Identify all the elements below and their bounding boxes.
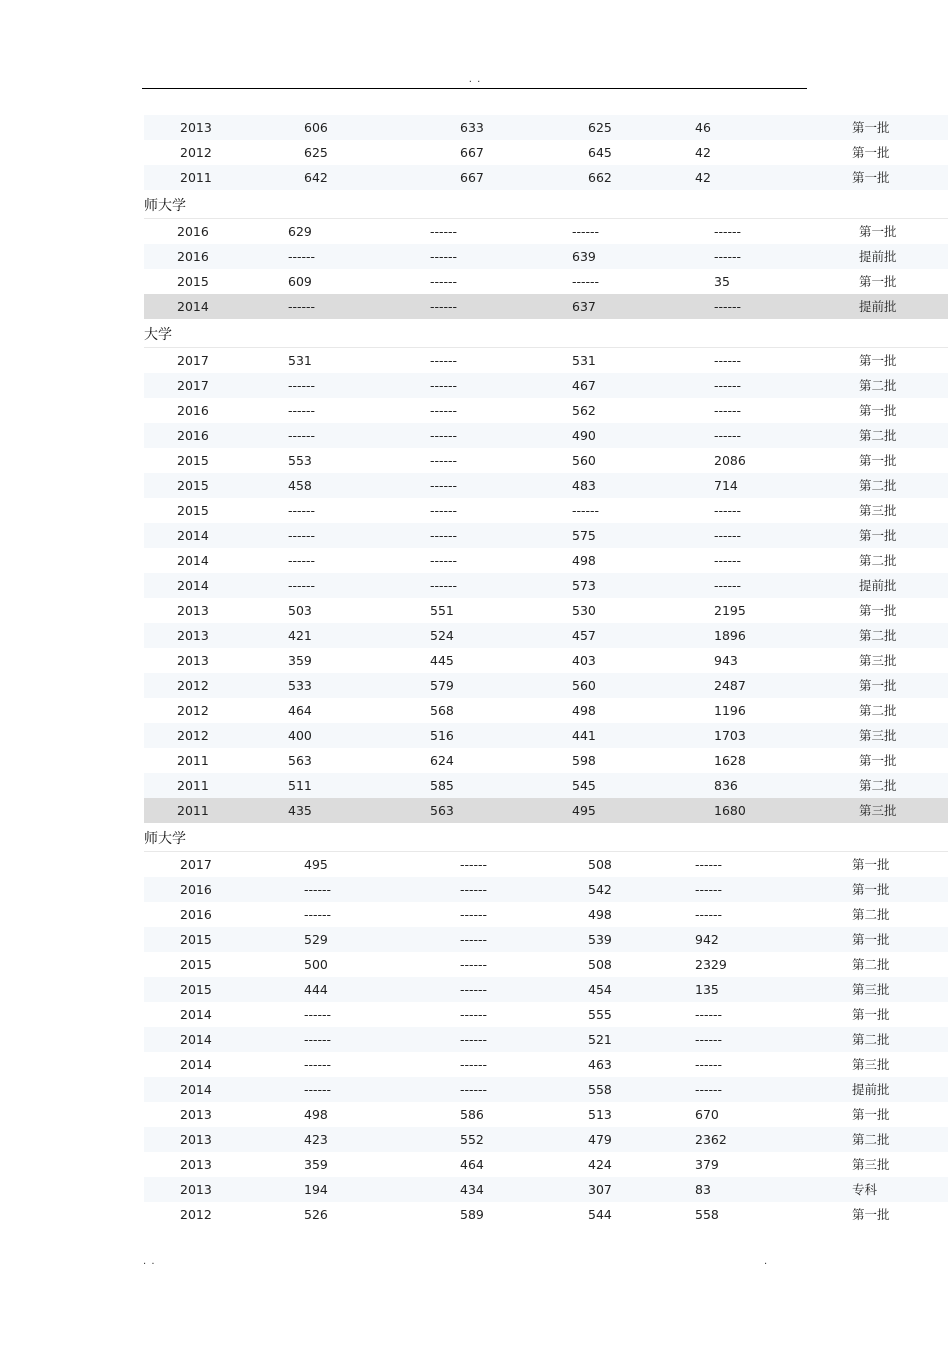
max-score-cell: 585: [430, 778, 454, 793]
table-row: [144, 852, 948, 877]
rank-cell: 1703: [714, 728, 746, 743]
batch-cell: 第二批: [859, 628, 897, 643]
max-score-cell: 434: [460, 1182, 484, 1197]
max-score-cell: 633: [460, 120, 484, 135]
header-rule: [142, 88, 807, 89]
batch-cell: 第三批: [852, 1057, 890, 1072]
section-title: 大学: [144, 319, 948, 348]
year-cell: 2013: [177, 628, 209, 643]
batch-cell: 第一批: [859, 224, 897, 239]
max-score-cell: 579: [430, 678, 454, 693]
table-row: [144, 294, 948, 319]
batch-cell: 第一批: [852, 170, 890, 185]
table-section: [144, 190, 948, 319]
year-cell: 2014: [180, 1032, 212, 1047]
table-row: [144, 373, 948, 398]
min-score-cell: 553: [288, 453, 312, 468]
table-row: [144, 219, 948, 244]
year-cell: 2014: [177, 553, 209, 568]
rank-cell: 379: [695, 1157, 719, 1172]
batch-cell: 第三批: [852, 982, 890, 997]
min-score-cell: 444: [304, 982, 328, 997]
rank-cell: 42: [695, 145, 711, 160]
avg-score-cell: 598: [572, 753, 596, 768]
footer-left-marks: . .: [143, 1256, 156, 1267]
year-cell: 2016: [177, 428, 209, 443]
min-score-cell: 400: [288, 728, 312, 743]
year-cell: 2014: [180, 1082, 212, 1097]
year-cell: 2017: [177, 378, 209, 393]
table-row: [144, 927, 948, 952]
year-cell: 2014: [180, 1007, 212, 1022]
max-score-cell: ------: [430, 353, 458, 368]
batch-cell: 第一批: [852, 857, 890, 872]
year-cell: 2017: [177, 353, 209, 368]
year-cell: 2011: [177, 778, 209, 793]
rank-cell: ------: [695, 907, 723, 922]
min-score-cell: 531: [288, 353, 312, 368]
table-row: [144, 877, 948, 902]
batch-cell: 第二批: [852, 1032, 890, 1047]
table-row: [144, 1002, 948, 1027]
min-score-cell: 495: [304, 857, 328, 872]
year-cell: 2012: [180, 145, 212, 160]
rank-cell: ------: [714, 578, 742, 593]
rank-cell: 2329: [695, 957, 727, 972]
batch-cell: 第二批: [859, 553, 897, 568]
batch-cell: 第一批: [859, 603, 897, 618]
batch-cell: 提前批: [859, 578, 897, 593]
year-cell: 2016: [180, 907, 212, 922]
min-score-cell: 533: [288, 678, 312, 693]
avg-score-cell: 560: [572, 678, 596, 693]
avg-score-cell: 467: [572, 378, 596, 393]
year-cell: 2015: [177, 453, 209, 468]
table-row: [144, 244, 948, 269]
max-score-cell: ------: [430, 224, 458, 239]
min-score-cell: ------: [304, 882, 332, 897]
year-cell: 2015: [177, 274, 209, 289]
table-row: [144, 952, 948, 977]
table-row: [144, 673, 948, 698]
min-score-cell: 629: [288, 224, 312, 239]
batch-cell: 第二批: [852, 957, 890, 972]
batch-cell: 第二批: [852, 907, 890, 922]
table-row: [144, 115, 948, 140]
min-score-cell: 194: [304, 1182, 328, 1197]
min-score-cell: ------: [288, 553, 316, 568]
footer-right-marks: .: [764, 1256, 768, 1267]
avg-score-cell: 424: [588, 1157, 612, 1172]
year-cell: 2012: [177, 678, 209, 693]
score-table: [144, 115, 948, 1227]
batch-cell: 第一批: [852, 1107, 890, 1122]
year-cell: 2012: [180, 1207, 212, 1222]
rank-cell: ------: [695, 1032, 723, 1047]
avg-score-cell: 495: [572, 803, 596, 818]
max-score-cell: ------: [430, 453, 458, 468]
min-score-cell: 609: [288, 274, 312, 289]
table-row: [144, 348, 948, 373]
batch-cell: 第一批: [852, 145, 890, 160]
table-row: [144, 498, 948, 523]
table-row: [144, 1202, 948, 1227]
table-row: [144, 623, 948, 648]
batch-cell: 专科: [852, 1182, 878, 1197]
rank-cell: ------: [714, 224, 742, 239]
table-section: [144, 319, 948, 823]
min-score-cell: 435: [288, 803, 312, 818]
page-header-marks: . .: [468, 74, 482, 85]
batch-cell: 第三批: [859, 803, 897, 818]
table-row: [144, 1027, 948, 1052]
table-row: [144, 648, 948, 673]
year-cell: 2013: [177, 653, 209, 668]
rank-cell: ------: [695, 1007, 723, 1022]
table-section: [144, 115, 948, 190]
max-score-cell: 445: [430, 653, 454, 668]
table-row: [144, 1052, 948, 1077]
year-cell: 2013: [180, 120, 212, 135]
max-score-cell: 563: [430, 803, 454, 818]
avg-score-cell: 542: [588, 882, 612, 897]
batch-cell: 第三批: [859, 728, 897, 743]
max-score-cell: 589: [460, 1207, 484, 1222]
table-row: [144, 723, 948, 748]
rank-cell: 2086: [714, 453, 746, 468]
max-score-cell: ------: [430, 503, 458, 518]
batch-cell: 提前批: [859, 299, 897, 314]
table-row: [144, 1102, 948, 1127]
table-row: [144, 523, 948, 548]
batch-cell: 第三批: [859, 503, 897, 518]
batch-cell: 第二批: [859, 778, 897, 793]
batch-cell: 第一批: [852, 932, 890, 947]
avg-score-cell: ------: [572, 503, 600, 518]
rank-cell: 943: [714, 653, 738, 668]
rank-cell: ------: [695, 1082, 723, 1097]
table-row: [144, 902, 948, 927]
avg-score-cell: 498: [588, 907, 612, 922]
min-score-cell: ------: [304, 1007, 332, 1022]
avg-score-cell: 637: [572, 299, 596, 314]
table-row: [144, 977, 948, 1002]
max-score-cell: ------: [460, 1057, 488, 1072]
min-score-cell: ------: [288, 578, 316, 593]
year-cell: 2013: [180, 1107, 212, 1122]
table-section: [144, 823, 948, 1227]
batch-cell: 第一批: [859, 528, 897, 543]
year-cell: 2013: [177, 603, 209, 618]
year-cell: 2014: [177, 578, 209, 593]
avg-score-cell: 454: [588, 982, 612, 997]
table-row: [144, 423, 948, 448]
section-title: 师大学: [144, 190, 948, 219]
table-row: [144, 798, 948, 823]
rank-cell: 42: [695, 170, 711, 185]
avg-score-cell: 625: [588, 120, 612, 135]
year-cell: 2014: [180, 1057, 212, 1072]
table-row: [144, 1152, 948, 1177]
year-cell: 2013: [180, 1182, 212, 1197]
min-score-cell: 359: [304, 1157, 328, 1172]
table-row: [144, 1127, 948, 1152]
batch-cell: 第一批: [852, 120, 890, 135]
rank-cell: ------: [695, 1057, 723, 1072]
avg-score-cell: 479: [588, 1132, 612, 1147]
rank-cell: 2487: [714, 678, 746, 693]
rank-cell: ------: [714, 353, 742, 368]
max-score-cell: 568: [430, 703, 454, 718]
min-score-cell: 500: [304, 957, 328, 972]
max-score-cell: ------: [460, 907, 488, 922]
table-row: [144, 698, 948, 723]
rank-cell: 2362: [695, 1132, 727, 1147]
rank-cell: ------: [695, 882, 723, 897]
min-score-cell: ------: [288, 503, 316, 518]
min-score-cell: ------: [288, 528, 316, 543]
rank-cell: ------: [714, 249, 742, 264]
max-score-cell: ------: [460, 1032, 488, 1047]
max-score-cell: 667: [460, 170, 484, 185]
avg-score-cell: 457: [572, 628, 596, 643]
max-score-cell: 524: [430, 628, 454, 643]
rank-cell: ------: [714, 503, 742, 518]
batch-cell: 第一批: [859, 453, 897, 468]
batch-cell: 第一批: [859, 678, 897, 693]
year-cell: 2015: [180, 957, 212, 972]
max-score-cell: ------: [460, 1007, 488, 1022]
avg-score-cell: 555: [588, 1007, 612, 1022]
avg-score-cell: 463: [588, 1057, 612, 1072]
rank-cell: 46: [695, 120, 711, 135]
min-score-cell: ------: [288, 299, 316, 314]
rank-cell: 714: [714, 478, 738, 493]
min-score-cell: 464: [288, 703, 312, 718]
table-row: [144, 573, 948, 598]
rank-cell: ------: [714, 428, 742, 443]
rank-cell: 1196: [714, 703, 746, 718]
avg-score-cell: 530: [572, 603, 596, 618]
min-score-cell: 625: [304, 145, 328, 160]
rank-cell: 942: [695, 932, 719, 947]
min-score-cell: 563: [288, 753, 312, 768]
rank-cell: 1680: [714, 803, 746, 818]
max-score-cell: ------: [460, 882, 488, 897]
max-score-cell: ------: [430, 428, 458, 443]
batch-cell: 提前批: [852, 1082, 890, 1097]
year-cell: 2017: [180, 857, 212, 872]
avg-score-cell: 575: [572, 528, 596, 543]
avg-score-cell: 544: [588, 1207, 612, 1222]
min-score-cell: 503: [288, 603, 312, 618]
batch-cell: 第一批: [852, 882, 890, 897]
batch-cell: 第一批: [859, 274, 897, 289]
table-row: [144, 473, 948, 498]
batch-cell: 第一批: [852, 1007, 890, 1022]
avg-score-cell: 307: [588, 1182, 612, 1197]
year-cell: 2014: [177, 528, 209, 543]
rank-cell: 670: [695, 1107, 719, 1122]
max-score-cell: 464: [460, 1157, 484, 1172]
min-score-cell: 423: [304, 1132, 328, 1147]
avg-score-cell: 562: [572, 403, 596, 418]
max-score-cell: ------: [430, 378, 458, 393]
year-cell: 2015: [177, 478, 209, 493]
avg-score-cell: ------: [572, 224, 600, 239]
table-row: [144, 598, 948, 623]
max-score-cell: 551: [430, 603, 454, 618]
year-cell: 2011: [177, 803, 209, 818]
min-score-cell: ------: [288, 428, 316, 443]
year-cell: 2015: [180, 932, 212, 947]
year-cell: 2011: [180, 170, 212, 185]
rank-cell: ------: [714, 378, 742, 393]
rank-cell: 2195: [714, 603, 746, 618]
batch-cell: 第一批: [859, 753, 897, 768]
table-row: [144, 165, 948, 190]
table-row: [144, 1177, 948, 1202]
min-score-cell: ------: [288, 403, 316, 418]
rank-cell: 83: [695, 1182, 711, 1197]
max-score-cell: 586: [460, 1107, 484, 1122]
rank-cell: 1896: [714, 628, 746, 643]
year-cell: 2016: [177, 403, 209, 418]
batch-cell: 第二批: [859, 378, 897, 393]
max-score-cell: ------: [430, 299, 458, 314]
rank-cell: 558: [695, 1207, 719, 1222]
max-score-cell: ------: [430, 249, 458, 264]
min-score-cell: ------: [288, 249, 316, 264]
rank-cell: 135: [695, 982, 719, 997]
avg-score-cell: 508: [588, 957, 612, 972]
max-score-cell: ------: [460, 1082, 488, 1097]
rank-cell: 836: [714, 778, 738, 793]
year-cell: 2011: [177, 753, 209, 768]
batch-cell: 第三批: [859, 653, 897, 668]
rank-cell: 35: [714, 274, 730, 289]
max-score-cell: ------: [430, 553, 458, 568]
year-cell: 2016: [177, 249, 209, 264]
table-row: [144, 448, 948, 473]
min-score-cell: 642: [304, 170, 328, 185]
avg-score-cell: 639: [572, 249, 596, 264]
year-cell: 2015: [180, 982, 212, 997]
max-score-cell: ------: [430, 403, 458, 418]
batch-cell: 第二批: [859, 428, 897, 443]
year-cell: 2015: [177, 503, 209, 518]
batch-cell: 第三批: [852, 1157, 890, 1172]
avg-score-cell: 560: [572, 453, 596, 468]
batch-cell: 第二批: [852, 1132, 890, 1147]
avg-score-cell: 508: [588, 857, 612, 872]
avg-score-cell: 521: [588, 1032, 612, 1047]
table-row: [144, 269, 948, 294]
avg-score-cell: 513: [588, 1107, 612, 1122]
year-cell: 2012: [177, 728, 209, 743]
rank-cell: ------: [714, 528, 742, 543]
max-score-cell: ------: [460, 857, 488, 872]
rank-cell: ------: [714, 553, 742, 568]
avg-score-cell: 573: [572, 578, 596, 593]
year-cell: 2016: [177, 224, 209, 239]
min-score-cell: 511: [288, 778, 312, 793]
avg-score-cell: 558: [588, 1082, 612, 1097]
year-cell: 2013: [180, 1157, 212, 1172]
batch-cell: 第一批: [859, 403, 897, 418]
max-score-cell: ------: [430, 578, 458, 593]
rank-cell: 1628: [714, 753, 746, 768]
min-score-cell: 421: [288, 628, 312, 643]
max-score-cell: ------: [460, 982, 488, 997]
max-score-cell: ------: [430, 528, 458, 543]
avg-score-cell: 498: [572, 703, 596, 718]
year-cell: 2014: [177, 299, 209, 314]
avg-score-cell: 441: [572, 728, 596, 743]
avg-score-cell: 498: [572, 553, 596, 568]
table-row: [144, 548, 948, 573]
min-score-cell: ------: [288, 378, 316, 393]
max-score-cell: 552: [460, 1132, 484, 1147]
avg-score-cell: 545: [572, 778, 596, 793]
max-score-cell: ------: [460, 957, 488, 972]
avg-score-cell: ------: [572, 274, 600, 289]
min-score-cell: 606: [304, 120, 328, 135]
rank-cell: ------: [714, 403, 742, 418]
min-score-cell: ------: [304, 1082, 332, 1097]
avg-score-cell: 490: [572, 428, 596, 443]
min-score-cell: 498: [304, 1107, 328, 1122]
max-score-cell: 624: [430, 753, 454, 768]
batch-cell: 第一批: [852, 1207, 890, 1222]
max-score-cell: ------: [430, 478, 458, 493]
table-row: [144, 398, 948, 423]
avg-score-cell: 539: [588, 932, 612, 947]
avg-score-cell: 403: [572, 653, 596, 668]
batch-cell: 提前批: [859, 249, 897, 264]
year-cell: 2016: [180, 882, 212, 897]
rank-cell: ------: [714, 299, 742, 314]
min-score-cell: ------: [304, 1057, 332, 1072]
year-cell: 2012: [177, 703, 209, 718]
min-score-cell: ------: [304, 1032, 332, 1047]
min-score-cell: 359: [288, 653, 312, 668]
section-title: 师大学: [144, 823, 948, 852]
year-cell: 2013: [180, 1132, 212, 1147]
avg-score-cell: 662: [588, 170, 612, 185]
min-score-cell: 526: [304, 1207, 328, 1222]
table-row: [144, 773, 948, 798]
min-score-cell: 529: [304, 932, 328, 947]
batch-cell: 第一批: [859, 353, 897, 368]
table-row: [144, 748, 948, 773]
batch-cell: 第二批: [859, 703, 897, 718]
max-score-cell: ------: [460, 932, 488, 947]
table-row: [144, 1077, 948, 1102]
max-score-cell: 516: [430, 728, 454, 743]
max-score-cell: ------: [430, 274, 458, 289]
avg-score-cell: 531: [572, 353, 596, 368]
avg-score-cell: 483: [572, 478, 596, 493]
table-row: [144, 140, 948, 165]
batch-cell: 第二批: [859, 478, 897, 493]
rank-cell: ------: [695, 857, 723, 872]
avg-score-cell: 645: [588, 145, 612, 160]
min-score-cell: 458: [288, 478, 312, 493]
max-score-cell: 667: [460, 145, 484, 160]
min-score-cell: ------: [304, 907, 332, 922]
